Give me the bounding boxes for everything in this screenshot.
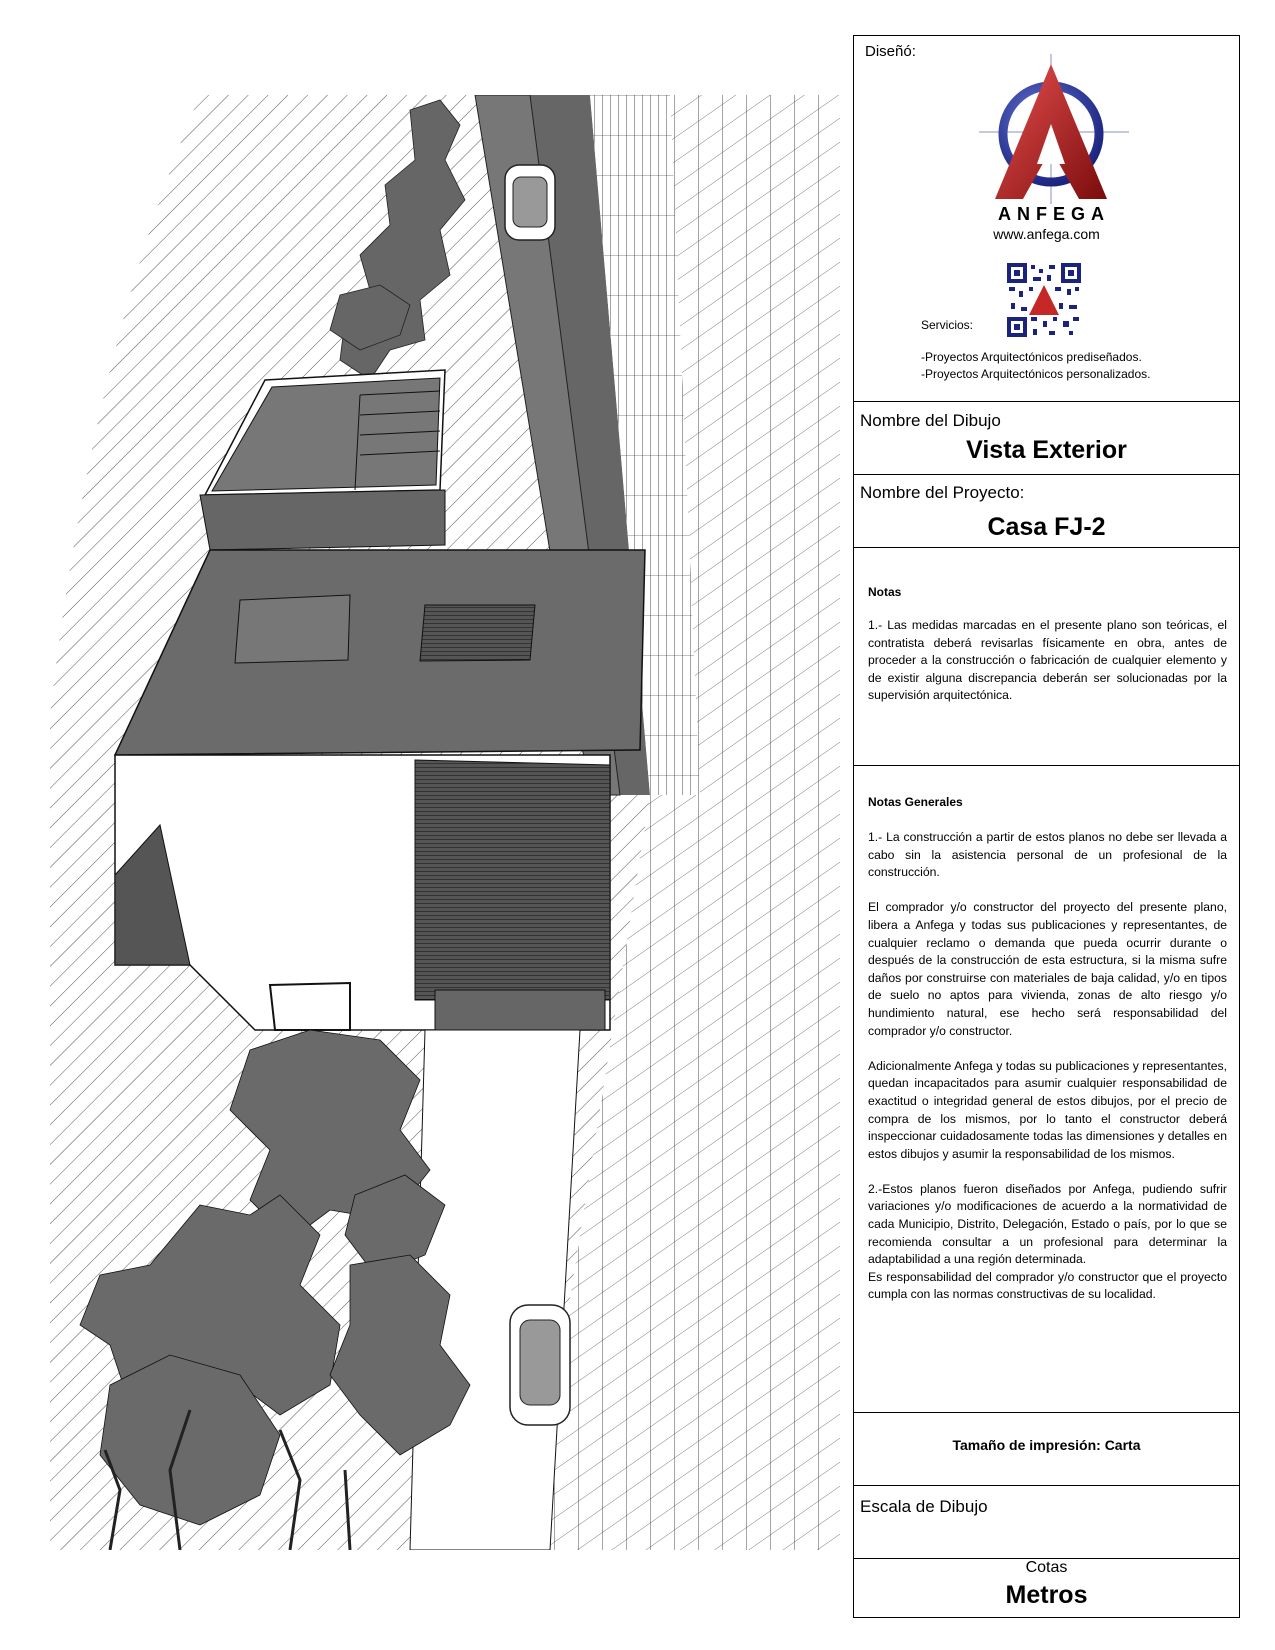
website-link[interactable]: www.anfega.com <box>993 226 1100 242</box>
notes-section <box>854 547 1239 765</box>
project-name-label: Nombre del Proyecto: <box>860 483 1025 502</box>
logo-text: ANFEGA <box>998 204 1110 224</box>
general-notes-section <box>854 765 1239 1412</box>
scale-label: Escala de Dibujo <box>860 1497 988 1516</box>
general-notes-body <box>868 829 1227 1304</box>
designed-by-label: Diseñó: <box>865 43 916 60</box>
design-section <box>854 36 1239 401</box>
title-block <box>853 35 1240 1618</box>
note-paragraph: 1.- Las medidas marcadas en el presente plano son teóricas, el contratista deberá revisarlas físicamente en obra, antes de proceder a la construcción o fabricación de cualquier elemento y de existir alguna discrepancia deberán ser solucionadas por la supervisión arquitectónica. <box>868 618 1227 703</box>
project-name-section <box>854 474 1239 547</box>
service-item: -Proyectos Arquitectónicos personalizados. <box>921 367 1151 381</box>
print-size-section <box>854 1412 1239 1485</box>
notes-title: Notas <box>868 585 902 599</box>
project-name: Casa FJ-2 <box>987 513 1106 541</box>
units-label: Cotas <box>1025 1559 1068 1576</box>
anfega-logo <box>979 54 1129 229</box>
car-top <box>505 165 555 240</box>
service-item: -Proyectos Arquitectónicos prediseñados. <box>921 350 1142 364</box>
general-notes-title: Notas Generales <box>868 795 963 809</box>
general-note-paragraph: Adicionalmente Anfega y todas su publicaciones y representantes, quedan incapacitados para asumir cualquier responsabilidad de exactitud o integridad general de estos dibujos, por el precio de compra de los mismos, por lo tanto el constructor deberá inspeccionar cuidadosamente todas las dimensiones y detalles en estos dibujos y asumir la responsabilidad de los mismos. <box>868 1058 1227 1161</box>
drawing-name: Vista Exterior <box>966 436 1127 464</box>
qr-code <box>1007 263 1081 337</box>
general-note-paragraph: 2.-Estos planos fueron diseñados por Anfega, pudiendo sufrir variaciones y/o modificaciones de acuerdo a la normatividad de cada Municipio, Distrito, Delegación, Estado o país, por lo que se recomienda consultar a un profesional para determinar la adaptabilidad a una región determinada. <box>868 1181 1227 1267</box>
drawing-name-label: Nombre del Dibujo <box>860 411 1001 430</box>
units-section <box>854 1558 1239 1619</box>
units-value: Metros <box>1005 1581 1088 1609</box>
general-note-paragraph: 1.- La construcción a partir de estos planos no debe ser llevada a cabo sin la asistencia personal de un profesional de la construcción. <box>868 830 1227 880</box>
services-label: Servicios: <box>921 318 974 332</box>
general-note-paragraph: El comprador y/o constructor del proyecto del presente plano, libera a Anfega y todas sus publicaciones y representantes, de cualquier reclamo o demanda que pueda ocurrir durante o después de la construcción de esta estructura, si la misma sufre daños por construirse con materiales de baja calidad, y/o en tipos de suelo no aptos para vivienda, zonas de alto riesgo y/o hundimiento natural, ese hecho será responsabilidad del comprador y/o constructor. <box>868 900 1227 1038</box>
car-bottom <box>510 1305 570 1425</box>
drawing-name-section <box>854 401 1239 474</box>
notes-body <box>868 617 1227 705</box>
scale-section <box>854 1485 1239 1558</box>
exterior-view-drawing <box>50 95 840 1550</box>
general-note-paragraph: Es responsabilidad del comprador y/o constructor que el proyecto cumpla con las normas constructivas de su localidad. <box>868 1269 1227 1302</box>
print-size: Tamaño de impresión: Carta <box>952 1437 1141 1453</box>
